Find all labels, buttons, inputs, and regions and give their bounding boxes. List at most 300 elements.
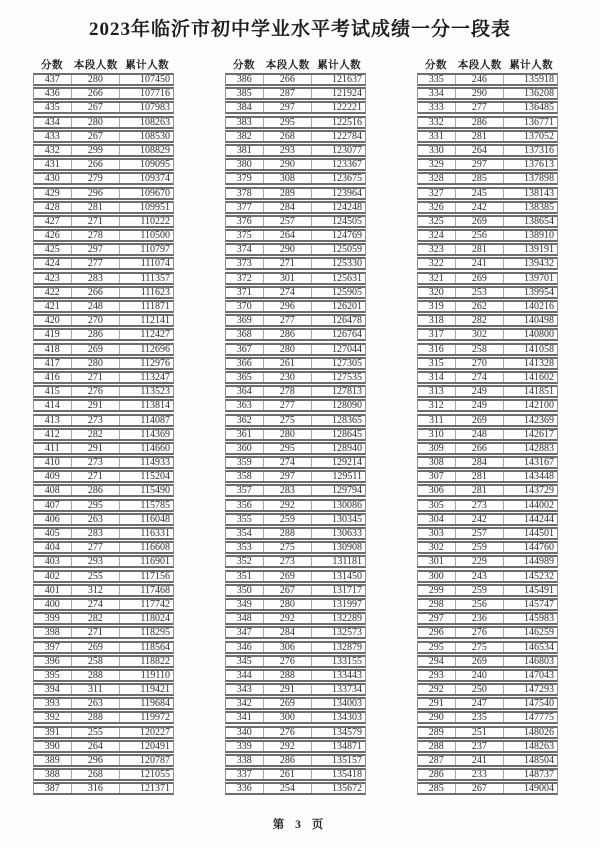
cumulative-count-cell: 127305 (331, 357, 362, 369)
table-row (33, 399, 174, 412)
segment-count-cell: 262 (456, 302, 505, 311)
score-cell: 297 (418, 614, 456, 623)
score-cell: 326 (418, 203, 456, 212)
score-cell: 312 (418, 401, 456, 410)
segment-count-cell: 301 (264, 274, 313, 283)
table-row (417, 371, 558, 384)
cumulative-count-cell: 116608 (140, 542, 170, 554)
cumulative-count-cell: 126478 (331, 315, 362, 327)
table-row (33, 513, 174, 526)
score-cell: 380 (226, 160, 264, 169)
segment-count-cell: 269 (72, 643, 121, 652)
score-cell: 385 (226, 89, 264, 98)
table-row (417, 541, 558, 554)
score-cell: 361 (226, 430, 264, 439)
score-cell: 427 (34, 217, 72, 226)
table-row (225, 612, 366, 625)
segment-count-cell: 276 (72, 387, 121, 396)
segment-count-cell: 276 (456, 628, 505, 637)
cumulative-count-cell: 107983 (139, 102, 170, 114)
score-cell: 417 (34, 359, 72, 368)
segment-count-cell: 288 (72, 713, 121, 722)
score-cell: 393 (34, 699, 72, 708)
segment-count-cell: 246 (456, 75, 505, 84)
score-cell: 303 (418, 529, 456, 538)
segment-count-cell: 257 (456, 529, 505, 538)
table-row (33, 158, 174, 171)
score-cell: 345 (226, 657, 264, 666)
score-cell: 435 (34, 103, 72, 112)
segment-count-cell: 286 (72, 330, 121, 339)
segment-count-cell: 291 (264, 685, 313, 694)
cumulative-count-cell: 137316 (523, 144, 554, 156)
table-row (417, 272, 558, 285)
segment-count-cell: 268 (264, 132, 313, 141)
score-cell: 332 (418, 118, 456, 127)
cumulative-count-cell: 124248 (331, 201, 362, 213)
table-row (33, 300, 174, 313)
score-cell: 373 (226, 259, 264, 268)
cumulative-count-cell: 108829 (139, 144, 170, 156)
score-table-335-285 (417, 57, 558, 797)
cumulative-count-cell: 119421 (140, 684, 170, 696)
segment-count-cell: 284 (264, 203, 313, 212)
table-row (417, 130, 558, 143)
table-row (417, 414, 558, 427)
cumulative-count-cell: 141851 (523, 386, 554, 398)
score-cell: 389 (34, 756, 72, 765)
score-cell: 362 (226, 416, 264, 425)
column-header-segment-count: 本段人数 (457, 60, 502, 71)
segment-count-cell: 273 (264, 557, 313, 566)
cumulative-count-cell: 109374 (139, 173, 170, 185)
score-cell: 396 (34, 657, 72, 666)
cumulative-count-cell: 134579 (331, 726, 362, 738)
table-row (33, 768, 174, 781)
cumulative-count-cell: 117156 (140, 570, 170, 582)
cumulative-count-cell: 119972 (140, 712, 170, 724)
score-cell: 316 (418, 345, 456, 354)
segment-count-cell: 292 (264, 501, 313, 510)
score-cell: 317 (418, 330, 456, 339)
segment-count-cell: 277 (72, 543, 121, 552)
table-row (225, 314, 366, 327)
cumulative-count-cell: 126201 (331, 301, 362, 312)
score-cell: 329 (418, 160, 456, 169)
segment-count-cell: 292 (264, 742, 313, 751)
score-cell: 294 (418, 657, 456, 666)
score-cell: 340 (226, 728, 264, 737)
score-cell: 301 (418, 557, 456, 566)
segment-count-cell: 259 (456, 543, 505, 552)
segment-count-cell: 296 (72, 756, 121, 765)
table-row (33, 229, 174, 242)
cumulative-count-cell: 137052 (523, 130, 554, 142)
cumulative-count-cell: 123077 (331, 144, 362, 156)
table-row (225, 555, 366, 568)
table-row (33, 286, 174, 299)
score-cell: 311 (418, 416, 456, 425)
segment-count-cell: 275 (264, 416, 313, 425)
cumulative-count-cell: 134303 (331, 712, 362, 724)
cumulative-count-cell: 149004 (523, 783, 554, 795)
score-cell: 308 (418, 458, 456, 467)
segment-count-cell: 288 (264, 671, 313, 680)
segment-count-cell: 296 (72, 189, 121, 198)
table-row (417, 782, 558, 795)
segment-count-cell: 293 (72, 557, 121, 566)
cumulative-count-cell: 143448 (523, 471, 554, 483)
score-cell: 402 (34, 572, 72, 581)
score-cell: 307 (418, 472, 456, 481)
segment-count-cell: 270 (456, 359, 505, 368)
table-row (33, 555, 174, 568)
segment-count-cell: 247 (456, 699, 505, 708)
cumulative-count-cell: 115204 (140, 471, 170, 483)
segment-count-cell: 278 (264, 387, 313, 396)
segment-count-cell: 288 (72, 671, 121, 680)
cumulative-count-cell: 143167 (523, 457, 554, 469)
score-cell: 432 (34, 146, 72, 155)
table-row (225, 229, 366, 242)
cumulative-count-cell: 137898 (523, 173, 554, 185)
segment-count-cell: 245 (456, 189, 505, 198)
segment-count-cell: 277 (264, 316, 313, 325)
score-cell: 324 (418, 231, 456, 240)
segment-count-cell: 253 (456, 288, 505, 297)
table-row (225, 158, 366, 171)
score-cell: 376 (226, 217, 264, 226)
score-cell: 314 (418, 373, 456, 382)
table-row (225, 598, 366, 611)
cumulative-count-cell: 138910 (523, 230, 554, 242)
cumulative-count-cell: 110797 (140, 244, 170, 256)
table-row (33, 641, 174, 654)
score-cell: 299 (418, 586, 456, 595)
table-row (225, 130, 366, 143)
segment-count-cell: 264 (72, 742, 121, 751)
cumulative-count-cell: 133443 (331, 669, 362, 681)
table-row (225, 399, 366, 412)
table-row (225, 782, 366, 795)
cumulative-count-cell: 121924 (331, 88, 362, 100)
segment-count-cell: 259 (456, 586, 505, 595)
score-cell: 348 (226, 614, 264, 623)
segment-count-cell: 258 (72, 657, 121, 666)
score-cell: 335 (418, 75, 456, 84)
cumulative-count-cell: 147043 (523, 669, 554, 681)
segment-count-cell: 306 (264, 643, 313, 652)
score-cell: 434 (34, 118, 72, 127)
table-row (33, 683, 174, 696)
score-cell: 342 (226, 699, 264, 708)
table-row (33, 711, 174, 724)
table-row (417, 343, 558, 356)
cumulative-count-cell: 110500 (140, 230, 170, 242)
segment-count-cell: 267 (456, 784, 505, 793)
cumulative-count-cell: 118564 (140, 641, 170, 653)
score-cell: 421 (34, 302, 72, 311)
table-row (417, 612, 558, 625)
score-cell: 293 (418, 671, 456, 680)
cumulative-count-cell: 113814 (140, 400, 170, 412)
table-row (417, 442, 558, 455)
cumulative-count-cell: 142883 (523, 442, 554, 454)
score-cell: 386 (226, 75, 264, 84)
score-cell: 354 (226, 529, 264, 538)
segment-count-cell: 284 (264, 628, 313, 637)
table-row (225, 101, 366, 114)
cumulative-count-cell: 122784 (331, 130, 362, 142)
segment-count-cell: 281 (72, 203, 121, 212)
score-cell: 321 (418, 274, 456, 283)
segment-count-cell: 269 (456, 217, 505, 226)
cumulative-count-cell: 147775 (523, 712, 554, 724)
score-cell: 415 (34, 387, 72, 396)
segment-count-cell: 297 (72, 245, 121, 254)
score-cell: 304 (418, 515, 456, 524)
segment-count-cell: 287 (264, 89, 313, 98)
cumulative-count-cell: 144244 (523, 513, 554, 525)
score-cell: 333 (418, 103, 456, 112)
cumulative-count-cell: 135672 (331, 783, 362, 795)
score-cell: 429 (34, 189, 72, 198)
cumulative-count-cell: 132573 (331, 627, 362, 639)
score-cell: 377 (226, 203, 264, 212)
table-row (225, 683, 366, 696)
score-cell: 410 (34, 458, 72, 467)
table-row (225, 343, 366, 356)
segment-count-cell: 269 (264, 699, 313, 708)
segment-count-cell: 311 (72, 685, 121, 694)
score-cell: 423 (34, 274, 72, 283)
score-cell: 392 (34, 713, 72, 722)
table-row (225, 428, 366, 441)
cumulative-count-cell: 135157 (331, 755, 362, 766)
table-row (225, 272, 366, 285)
segment-count-cell: 237 (456, 742, 505, 751)
segment-count-cell: 240 (456, 671, 505, 680)
score-cell: 302 (418, 543, 456, 552)
table-row (225, 499, 366, 512)
score-cell: 341 (226, 713, 264, 722)
score-cell: 353 (226, 543, 264, 552)
cumulative-count-cell: 139191 (523, 244, 554, 256)
table-row (33, 201, 174, 214)
cumulative-count-cell: 125905 (331, 286, 362, 298)
segment-count-cell: 286 (264, 330, 313, 339)
table-row (417, 172, 558, 185)
table-row (417, 87, 558, 100)
cumulative-count-cell: 129214 (331, 457, 362, 469)
table-row (33, 343, 174, 356)
column-header-segment-count: 本段人数 (73, 60, 118, 71)
cumulative-count-cell: 134871 (331, 740, 362, 752)
segment-count-cell: 277 (72, 259, 121, 268)
table-row (33, 584, 174, 597)
cumulative-count-cell: 124505 (331, 215, 362, 227)
score-cell: 323 (418, 245, 456, 254)
score-cell: 375 (226, 231, 264, 240)
segment-count-cell: 283 (72, 274, 121, 283)
table-row (417, 697, 558, 710)
cumulative-count-cell: 121055 (139, 769, 170, 781)
table-row (225, 711, 366, 724)
table-row (33, 570, 174, 583)
segment-count-cell: 312 (72, 586, 121, 595)
cumulative-count-cell: 121371 (139, 783, 170, 795)
table-row (225, 527, 366, 540)
segment-count-cell: 266 (456, 444, 505, 453)
score-cell: 343 (226, 685, 264, 694)
cumulative-count-cell: 107450 (139, 74, 170, 85)
table-row (225, 357, 366, 370)
cumulative-count-cell: 145491 (523, 584, 554, 596)
table-row (417, 484, 558, 497)
segment-count-cell: 264 (456, 146, 505, 155)
cumulative-count-cell: 139432 (523, 258, 554, 270)
table-row (225, 300, 366, 313)
table-row (33, 172, 174, 185)
segment-count-cell: 276 (264, 657, 313, 666)
table-row (417, 229, 558, 242)
cumulative-count-cell: 128645 (331, 428, 362, 440)
table-row (225, 116, 366, 129)
score-cell: 384 (226, 103, 264, 112)
table-row (33, 73, 174, 86)
cumulative-count-cell: 134003 (331, 698, 362, 710)
cumulative-count-cell: 125631 (331, 272, 362, 284)
table-row (33, 314, 174, 327)
cumulative-count-cell: 138385 (523, 201, 554, 213)
table-row (225, 172, 366, 185)
score-cell: 400 (34, 600, 72, 609)
table-row (417, 187, 558, 200)
cumulative-count-cell: 109670 (139, 187, 170, 199)
segment-count-cell: 230 (264, 373, 313, 382)
segment-count-cell: 281 (456, 486, 505, 495)
cumulative-count-cell: 125059 (331, 244, 362, 256)
segment-count-cell: 269 (456, 657, 505, 666)
table-row (417, 116, 558, 129)
score-cell: 398 (34, 628, 72, 637)
cumulative-count-cell: 145747 (523, 598, 554, 610)
cumulative-count-cell: 148263 (523, 740, 554, 752)
segment-count-cell: 229 (456, 557, 505, 566)
score-table-386-336 (225, 57, 366, 797)
segment-count-cell: 242 (456, 203, 505, 212)
table-row (417, 555, 558, 568)
segment-count-cell: 289 (264, 189, 313, 198)
score-cell: 305 (418, 501, 456, 510)
table-row (33, 144, 174, 157)
segment-count-cell: 271 (72, 472, 121, 481)
cumulative-count-cell: 116048 (140, 513, 170, 525)
segment-count-cell: 258 (456, 345, 505, 354)
score-cell: 383 (226, 118, 264, 127)
score-cell: 351 (226, 572, 264, 581)
cumulative-count-cell: 123367 (331, 159, 362, 171)
table-row (417, 598, 558, 611)
table-row (417, 428, 558, 441)
table-row (33, 655, 174, 668)
score-cell: 350 (226, 586, 264, 595)
segment-count-cell: 282 (72, 614, 121, 623)
table-row (33, 243, 174, 256)
cumulative-count-cell: 125330 (331, 258, 362, 270)
score-cell: 336 (226, 784, 264, 793)
segment-count-cell: 290 (456, 89, 505, 98)
cumulative-count-cell: 147293 (523, 684, 554, 696)
score-cell: 395 (34, 671, 72, 680)
cumulative-count-cell: 110222 (140, 215, 170, 227)
table-row (417, 158, 558, 171)
cumulative-count-cell: 137613 (523, 159, 554, 171)
score-cell: 359 (226, 458, 264, 467)
table-row (225, 456, 366, 469)
segment-count-cell: 261 (264, 770, 313, 779)
score-cell: 313 (418, 387, 456, 396)
score-cell: 286 (418, 770, 456, 779)
score-cell: 365 (226, 373, 264, 382)
segment-count-cell: 292 (264, 614, 313, 623)
score-cell: 330 (418, 146, 456, 155)
score-cell: 364 (226, 387, 264, 396)
cumulative-count-cell: 108263 (139, 116, 170, 128)
segment-count-cell: 266 (72, 288, 121, 297)
segment-count-cell: 241 (456, 259, 505, 268)
table-row (33, 456, 174, 469)
table-header-row (225, 57, 366, 72)
score-cell: 405 (34, 529, 72, 538)
cumulative-count-cell: 144501 (523, 528, 554, 539)
segment-count-cell: 259 (264, 515, 313, 524)
cumulative-count-cell: 144760 (523, 542, 554, 554)
score-cell: 371 (226, 288, 264, 297)
cumulative-count-cell: 130908 (331, 542, 362, 554)
cumulative-count-cell: 128090 (331, 400, 362, 412)
score-cell: 390 (34, 742, 72, 751)
cumulative-count-cell: 118024 (140, 613, 170, 625)
segment-count-cell: 283 (264, 486, 313, 495)
table-row (417, 300, 558, 313)
cumulative-count-cell: 120227 (139, 726, 170, 738)
score-cell: 292 (418, 685, 456, 694)
score-cell: 289 (418, 728, 456, 737)
score-cell: 349 (226, 600, 264, 609)
cumulative-count-cell: 146803 (523, 655, 554, 667)
segment-count-cell: 269 (456, 416, 505, 425)
table-row (225, 669, 366, 682)
score-cell: 379 (226, 174, 264, 183)
table-row (225, 641, 366, 654)
segment-count-cell: 295 (264, 444, 313, 453)
cumulative-count-cell: 135418 (331, 769, 362, 781)
column-header-cumulative-count: 累计人数 (125, 60, 170, 71)
table-row (417, 243, 558, 256)
table-row (33, 541, 174, 554)
segment-count-cell: 297 (264, 472, 313, 481)
cumulative-count-cell: 112141 (140, 315, 170, 327)
segment-count-cell: 271 (264, 259, 313, 268)
score-cell: 347 (226, 628, 264, 637)
score-cell: 339 (226, 742, 264, 751)
table-row (225, 414, 366, 427)
cumulative-count-cell: 141328 (523, 357, 554, 369)
segment-count-cell: 299 (72, 146, 121, 155)
table-row (417, 740, 558, 753)
score-cell: 416 (34, 373, 72, 382)
